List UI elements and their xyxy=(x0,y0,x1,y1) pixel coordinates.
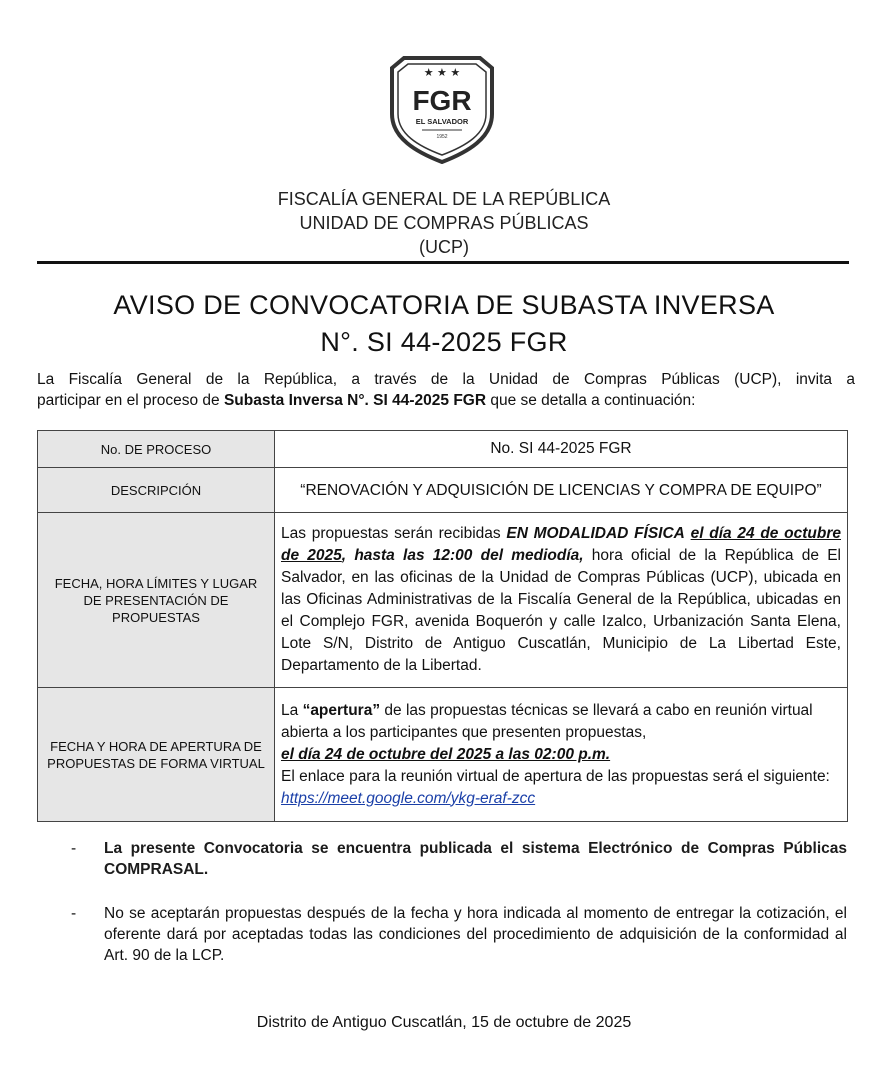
opening-text: La “apertura” de las propuestas técnicas se llevará a cabo en reunión virtual abierta a los participantes que presenten propuestas, xyxy=(281,701,813,741)
place-date: Distrito de Antiguo Cuscatlán, 15 de octubre de 2025 xyxy=(256,1014,632,1031)
value-virtual-opening xyxy=(275,688,848,822)
label-virtual-opening: FECHA Y HORA DE APERTURA DE PROPUESTAS DE FORMA VIRTUAL xyxy=(38,688,275,822)
intro-line-1: La Fiscalía General de la República, a través de la Unidad de Compras Públicas (UCP), invita a xyxy=(37,371,855,388)
logo-year: 1952 xyxy=(436,134,448,140)
logo-acronym: FGR xyxy=(412,85,472,116)
opening-date: el día 24 de octubre del 2025 a las 02:00 p.m. xyxy=(281,745,611,763)
org-name: FISCALÍA GENERAL DE LA REPÚBLICA xyxy=(277,189,611,209)
intro-process: Subasta Inversa N°. SI 44-2025 FGR xyxy=(223,392,487,409)
note-dash: - xyxy=(71,905,77,922)
fgr-logo xyxy=(388,54,496,164)
table-row xyxy=(38,431,848,468)
submission-mode: EN MODALIDAD FÍSICA xyxy=(506,525,685,542)
table-row xyxy=(38,513,848,688)
opening-keyword: “apertura” xyxy=(302,701,381,719)
note-comprasal: La presente Convocatoria se encuentra publicada el sistema Electrónico de Compras Públicas COMPRASAL. xyxy=(104,840,847,878)
submission-pre: Las propuestas serán recibidas xyxy=(281,525,507,542)
value-process-number: No. SI 44-2025 FGR xyxy=(275,431,848,468)
table-row xyxy=(38,688,848,822)
note-dash: - xyxy=(71,840,77,857)
opening-link-intro: El enlace para la reunión virtual de apertura de las propuestas será el siguiente: xyxy=(281,767,830,785)
note-late-proposals: No se aceptarán propuestas después de la fecha y hora indicada al momento de entregar la cotización, el oferente dará por aceptadas todas las condiciones del procedimiento de adquisición de la conformidad al Art. 90 de la LCP. xyxy=(104,905,847,964)
org-unit: UNIDAD DE COMPRAS PÚBLICAS xyxy=(299,213,589,233)
label-process-number: No. DE PROCESO xyxy=(38,431,275,468)
header-divider xyxy=(37,261,849,264)
notice-number: N°. SI 44-2025 FGR xyxy=(320,327,568,357)
value-description: “RENOVACIÓN Y ADQUISICIÓN DE LICENCIAS Y COMPRA DE EQUIPO” xyxy=(275,468,848,513)
logo-stars: ★ ★ ★ xyxy=(423,66,461,79)
intro-line-2 xyxy=(37,390,855,411)
value-submission-deadline xyxy=(275,513,848,688)
submission-date: el día 24 de octubre de 2025 xyxy=(281,525,841,564)
intro-pre: participar en el proceso de xyxy=(37,392,224,409)
intro-post: que se detalla a continuación: xyxy=(486,392,696,409)
submission-time: , hasta las 12:00 del mediodía, xyxy=(341,547,584,564)
notice-title: AVISO DE CONVOCATORIA DE SUBASTA INVERSA xyxy=(113,290,775,320)
label-submission-deadline: FECHA, HORA LÍMITES Y LUGAR DE PRESENTACIÓN DE PROPUESTAS xyxy=(38,513,275,688)
submission-place: hora oficial de la República de El Salvador, en las oficinas de la Unidad de Compras Públicas (UCP), ubicada en las Oficinas Administrativas de la Fiscalía General de la República, ubicadas en el Complejo FGR, avenida Boquerón y calle Izalco, Urbanización Santa Elena, Lote S/N, Distrito de Antiguo Cuscatlán, Municipio de La Libertad Este, Departamento de la Libertad. xyxy=(281,547,841,674)
process-details-table xyxy=(37,430,848,822)
logo-country: EL SALVADOR xyxy=(415,117,469,126)
meeting-link[interactable]: https://meet.google.com/ykg-eraf-zcc xyxy=(281,789,536,807)
org-unit-acronym: (UCP) xyxy=(419,237,469,257)
label-description: DESCRIPCIÓN xyxy=(38,468,275,513)
table-row xyxy=(38,468,848,513)
